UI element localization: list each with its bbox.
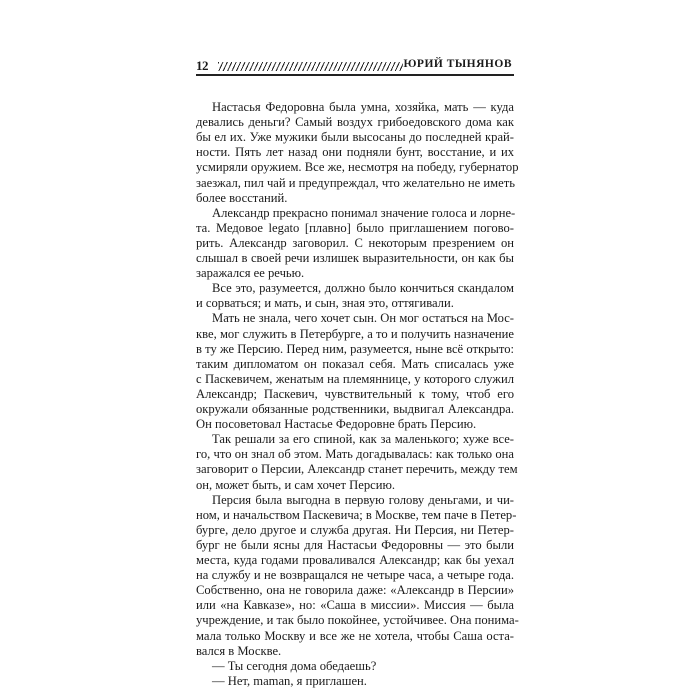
text-line: ности. Пять лет назад они подняли бунт, восстание, и их (196, 145, 514, 160)
text-line: усмиряли оружием. Все же, несмотря на победу, губернатор (196, 160, 519, 175)
header-rule (196, 74, 514, 76)
text-line: или «на Кавказе», но: «Саша в миссии». Миссия — была (196, 598, 514, 613)
text-line: Так решали за его спиной, как за маленького; хуже все- (212, 432, 514, 447)
text-line: — Ты сегодня дома обедаешь? (212, 658, 377, 673)
text-line: с Паскевичем, женатым на племяннице, у которого служил (196, 371, 514, 386)
text-line: Все это, разумеется, должно было кончиться скандалом (212, 281, 514, 296)
text-line: вался в Москве. (196, 643, 282, 658)
text-line: таким дипломатом он показал себя. Мать списалась уже (196, 356, 514, 371)
text-line: в ту же Персию. Перед ним, разумеется, ныне всё открыто: (196, 341, 514, 356)
page-number: 12 (196, 58, 208, 73)
text-line: Собственно, она не говорила даже: «Александр в Персии» (196, 583, 514, 598)
text-line: окружали обязанные родственники, выдвигал Александра. (196, 402, 514, 416)
text-line: заговорит о Персии, Александр станет перечить, между тем (196, 462, 518, 477)
text-line: мала только Москву и все же не хотела, чтобы Саша оста- (196, 628, 514, 643)
text-line: Александр прекрасно понимал значение голоса и лорне- (212, 205, 516, 220)
running-header (196, 54, 514, 80)
text-line: Александр; Паскевич, чувствительный к тому, чтоб его (196, 386, 514, 401)
text-line: Настасья Федоровна была умна, хозяйка, мать — куда (212, 100, 514, 114)
text-line: рить. Александр заговорил. С некоторым презрением он (196, 235, 514, 250)
text-line: он, может быть, и сам хочет Персию. (196, 477, 396, 492)
text-line: более восстаний. (196, 190, 288, 205)
header-ornament (218, 62, 403, 71)
text-line: кве, мог служить в Петербурге, а то и получить назначение (196, 326, 514, 341)
text-line: Он посоветовал Настасье Федоровне брать Персию. (196, 417, 477, 432)
text-line: бурге, дело другое и служба другая. Ни Персия, ни Петер- (196, 522, 514, 537)
text-line: девались деньги? Самый воздух грибоедовского дома как (196, 115, 514, 130)
text-line: слышал в своей речи излишек выразительности, он как бы (196, 251, 514, 265)
book-page (196, 54, 519, 688)
text-line: места, куда годами проваливался Александр; как бы уехал (196, 553, 514, 567)
text-line: и сорваться; и мать, и сын, зная это, оттягивали. (196, 296, 454, 311)
text-line: ном, и начальством Паскевича; в Москве, тем паче в Петер- (196, 507, 517, 522)
text-line: учреждение, и так было покойнее, устойчивее. Она понима- (196, 613, 519, 628)
text-line: бы ел их. Уже мужики были высосаны до последней край- (196, 130, 514, 145)
text-line: Мать не знала, чего хочет сын. Он мог остаться на Мос- (212, 311, 514, 326)
text-line: — Нет, maman, я приглашен. (212, 673, 367, 688)
text-line: та. Медовое legato [плавно] было приглашением погово- (196, 220, 514, 235)
text-line: го, что он знал об этом. Мать догадывалась: как только она (196, 447, 514, 462)
text-line: заражался ее речью. (196, 266, 305, 281)
text-line: заезжал, пил чай и предупреждал, что желательно не иметь (196, 175, 515, 190)
text-line: Персия была выгодна в первую голову деньгами, и чи- (212, 492, 514, 507)
text-line: бург не были ясны для Настасьи Федоровны — это были (196, 537, 514, 552)
running-head-author: ЮРИЙ ТЫНЯНОВ (403, 58, 512, 70)
text-line: на службу и не возвращался не четыре часа, а четыре года. (196, 568, 514, 583)
